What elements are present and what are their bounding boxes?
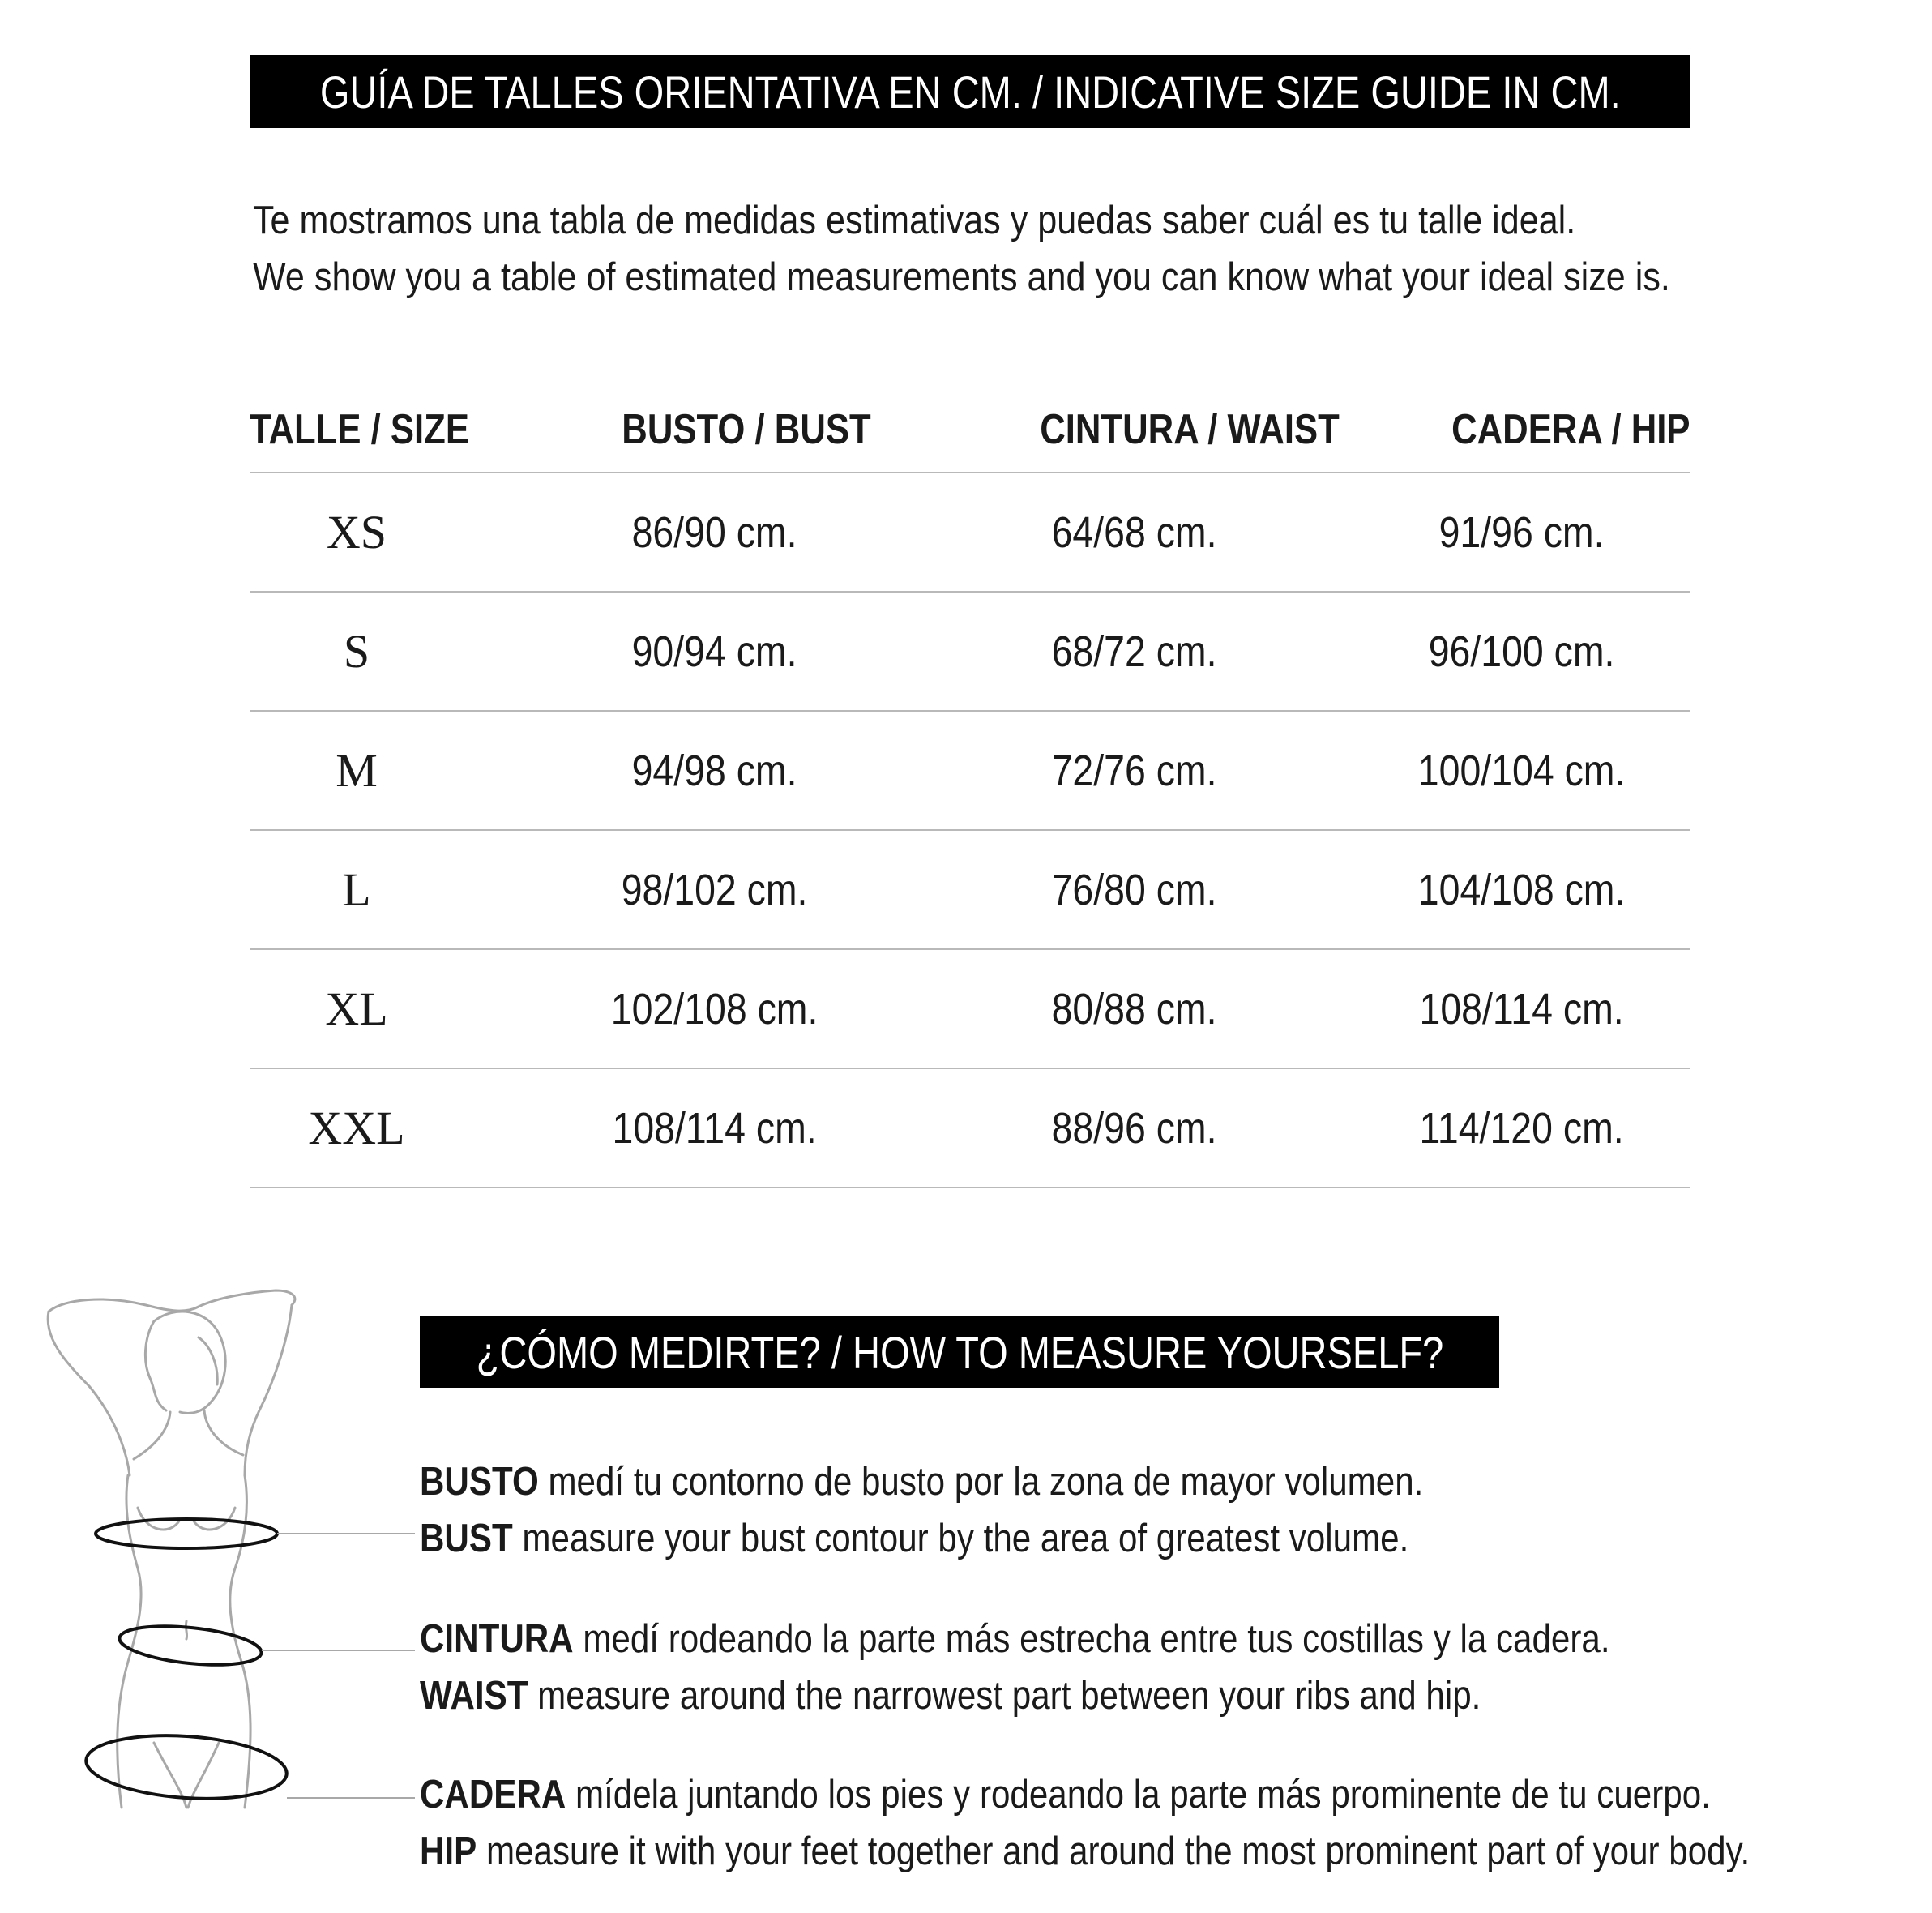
waist-label-en: WAIST xyxy=(420,1674,528,1718)
table-row xyxy=(250,472,1690,591)
header-hip: CADERA / HIP xyxy=(1451,406,1690,453)
how-to-measure-title: ¿CÓMO MEDIRTE? / HOW TO MEASURE YOURSELF? xyxy=(476,1326,1443,1378)
size-label: XL xyxy=(325,982,388,1035)
header-bust: BUSTO / BUST xyxy=(622,406,871,453)
hip-label-es: CADERA xyxy=(420,1773,566,1817)
waist-value: 64/68 cm. xyxy=(1052,507,1217,557)
size-label: M xyxy=(336,744,378,797)
table-row xyxy=(250,591,1690,710)
size-table-header xyxy=(250,397,1690,472)
size-guide-title-banner xyxy=(250,55,1690,128)
size-guide-title: GUÍA DE TALLES ORIENTATIVA EN CM. / INDICATIVE SIZE GUIDE IN CM. xyxy=(319,66,1621,118)
how-to-measure-banner xyxy=(420,1316,1499,1388)
hip-value: 108/114 cm. xyxy=(1419,984,1625,1034)
body-measurement-figure-icon xyxy=(32,1289,421,1856)
intro-text-es: Te mostramos una tabla de medidas estimativas y puedas saber cuál es tu talle ideal. xyxy=(253,199,1576,242)
hip-value: 100/104 cm. xyxy=(1418,746,1626,795)
bust-instruction-en xyxy=(420,1516,1408,1561)
bust-value: 108/114 cm. xyxy=(612,1103,818,1153)
size-label: XXL xyxy=(308,1102,405,1154)
table-row xyxy=(250,829,1690,948)
hip-value: 91/96 cm. xyxy=(1439,507,1605,557)
waist-label-es: CINTURA xyxy=(420,1617,574,1661)
header-waist: CINTURA / WAIST xyxy=(1040,406,1340,453)
hip-text-es: mídela juntando los pies y rodeando la parte más prominente de tu cuerpo. xyxy=(575,1773,1711,1817)
table-row xyxy=(250,948,1690,1068)
bust-label-es: BUSTO xyxy=(420,1460,539,1504)
hip-value: 114/120 cm. xyxy=(1419,1103,1625,1153)
header-size: TALLE / SIZE xyxy=(250,406,469,453)
waist-value: 76/80 cm. xyxy=(1052,865,1217,914)
bust-value: 98/102 cm. xyxy=(622,865,808,914)
bust-instruction-es xyxy=(420,1459,1423,1504)
size-label: XS xyxy=(326,506,387,558)
bust-text-es: medí tu contorno de busto por la zona de mayor volumen. xyxy=(548,1460,1424,1504)
hip-label-en: HIP xyxy=(420,1830,477,1873)
intro-text-en: We show you a table of estimated measurements and you can know what your ideal size is. xyxy=(253,255,1670,299)
size-label: S xyxy=(343,625,370,678)
hip-instruction-es xyxy=(420,1772,1711,1817)
waist-value: 88/96 cm. xyxy=(1052,1103,1217,1153)
size-table xyxy=(250,397,1690,1188)
bust-label-en: BUST xyxy=(420,1517,513,1560)
waist-value: 68/72 cm. xyxy=(1052,627,1217,676)
waist-value: 80/88 cm. xyxy=(1052,984,1217,1034)
bust-value: 90/94 cm. xyxy=(632,627,797,676)
hip-text-en: measure it with your feet together and around the most prominent part of your body. xyxy=(485,1830,1750,1873)
bust-value: 102/108 cm. xyxy=(611,984,819,1034)
waist-value: 72/76 cm. xyxy=(1052,746,1217,795)
waist-text-es: medí rodeando la parte más estrecha entre tus costillas y la cadera. xyxy=(583,1617,1610,1661)
table-row xyxy=(250,1068,1690,1188)
waist-text-en: measure around the narrowest part between your ribs and hip. xyxy=(537,1674,1481,1718)
bust-text-en: measure your bust contour by the area of greatest volume. xyxy=(522,1517,1409,1560)
hip-instruction-en xyxy=(420,1829,1750,1874)
hip-value: 104/108 cm. xyxy=(1418,865,1626,914)
waist-instruction-en xyxy=(420,1673,1481,1718)
table-row xyxy=(250,710,1690,829)
size-label: L xyxy=(342,863,371,916)
waist-instruction-es xyxy=(420,1616,1610,1662)
bust-value: 94/98 cm. xyxy=(632,746,797,795)
hip-value: 96/100 cm. xyxy=(1429,627,1615,676)
bust-value: 86/90 cm. xyxy=(632,507,797,557)
